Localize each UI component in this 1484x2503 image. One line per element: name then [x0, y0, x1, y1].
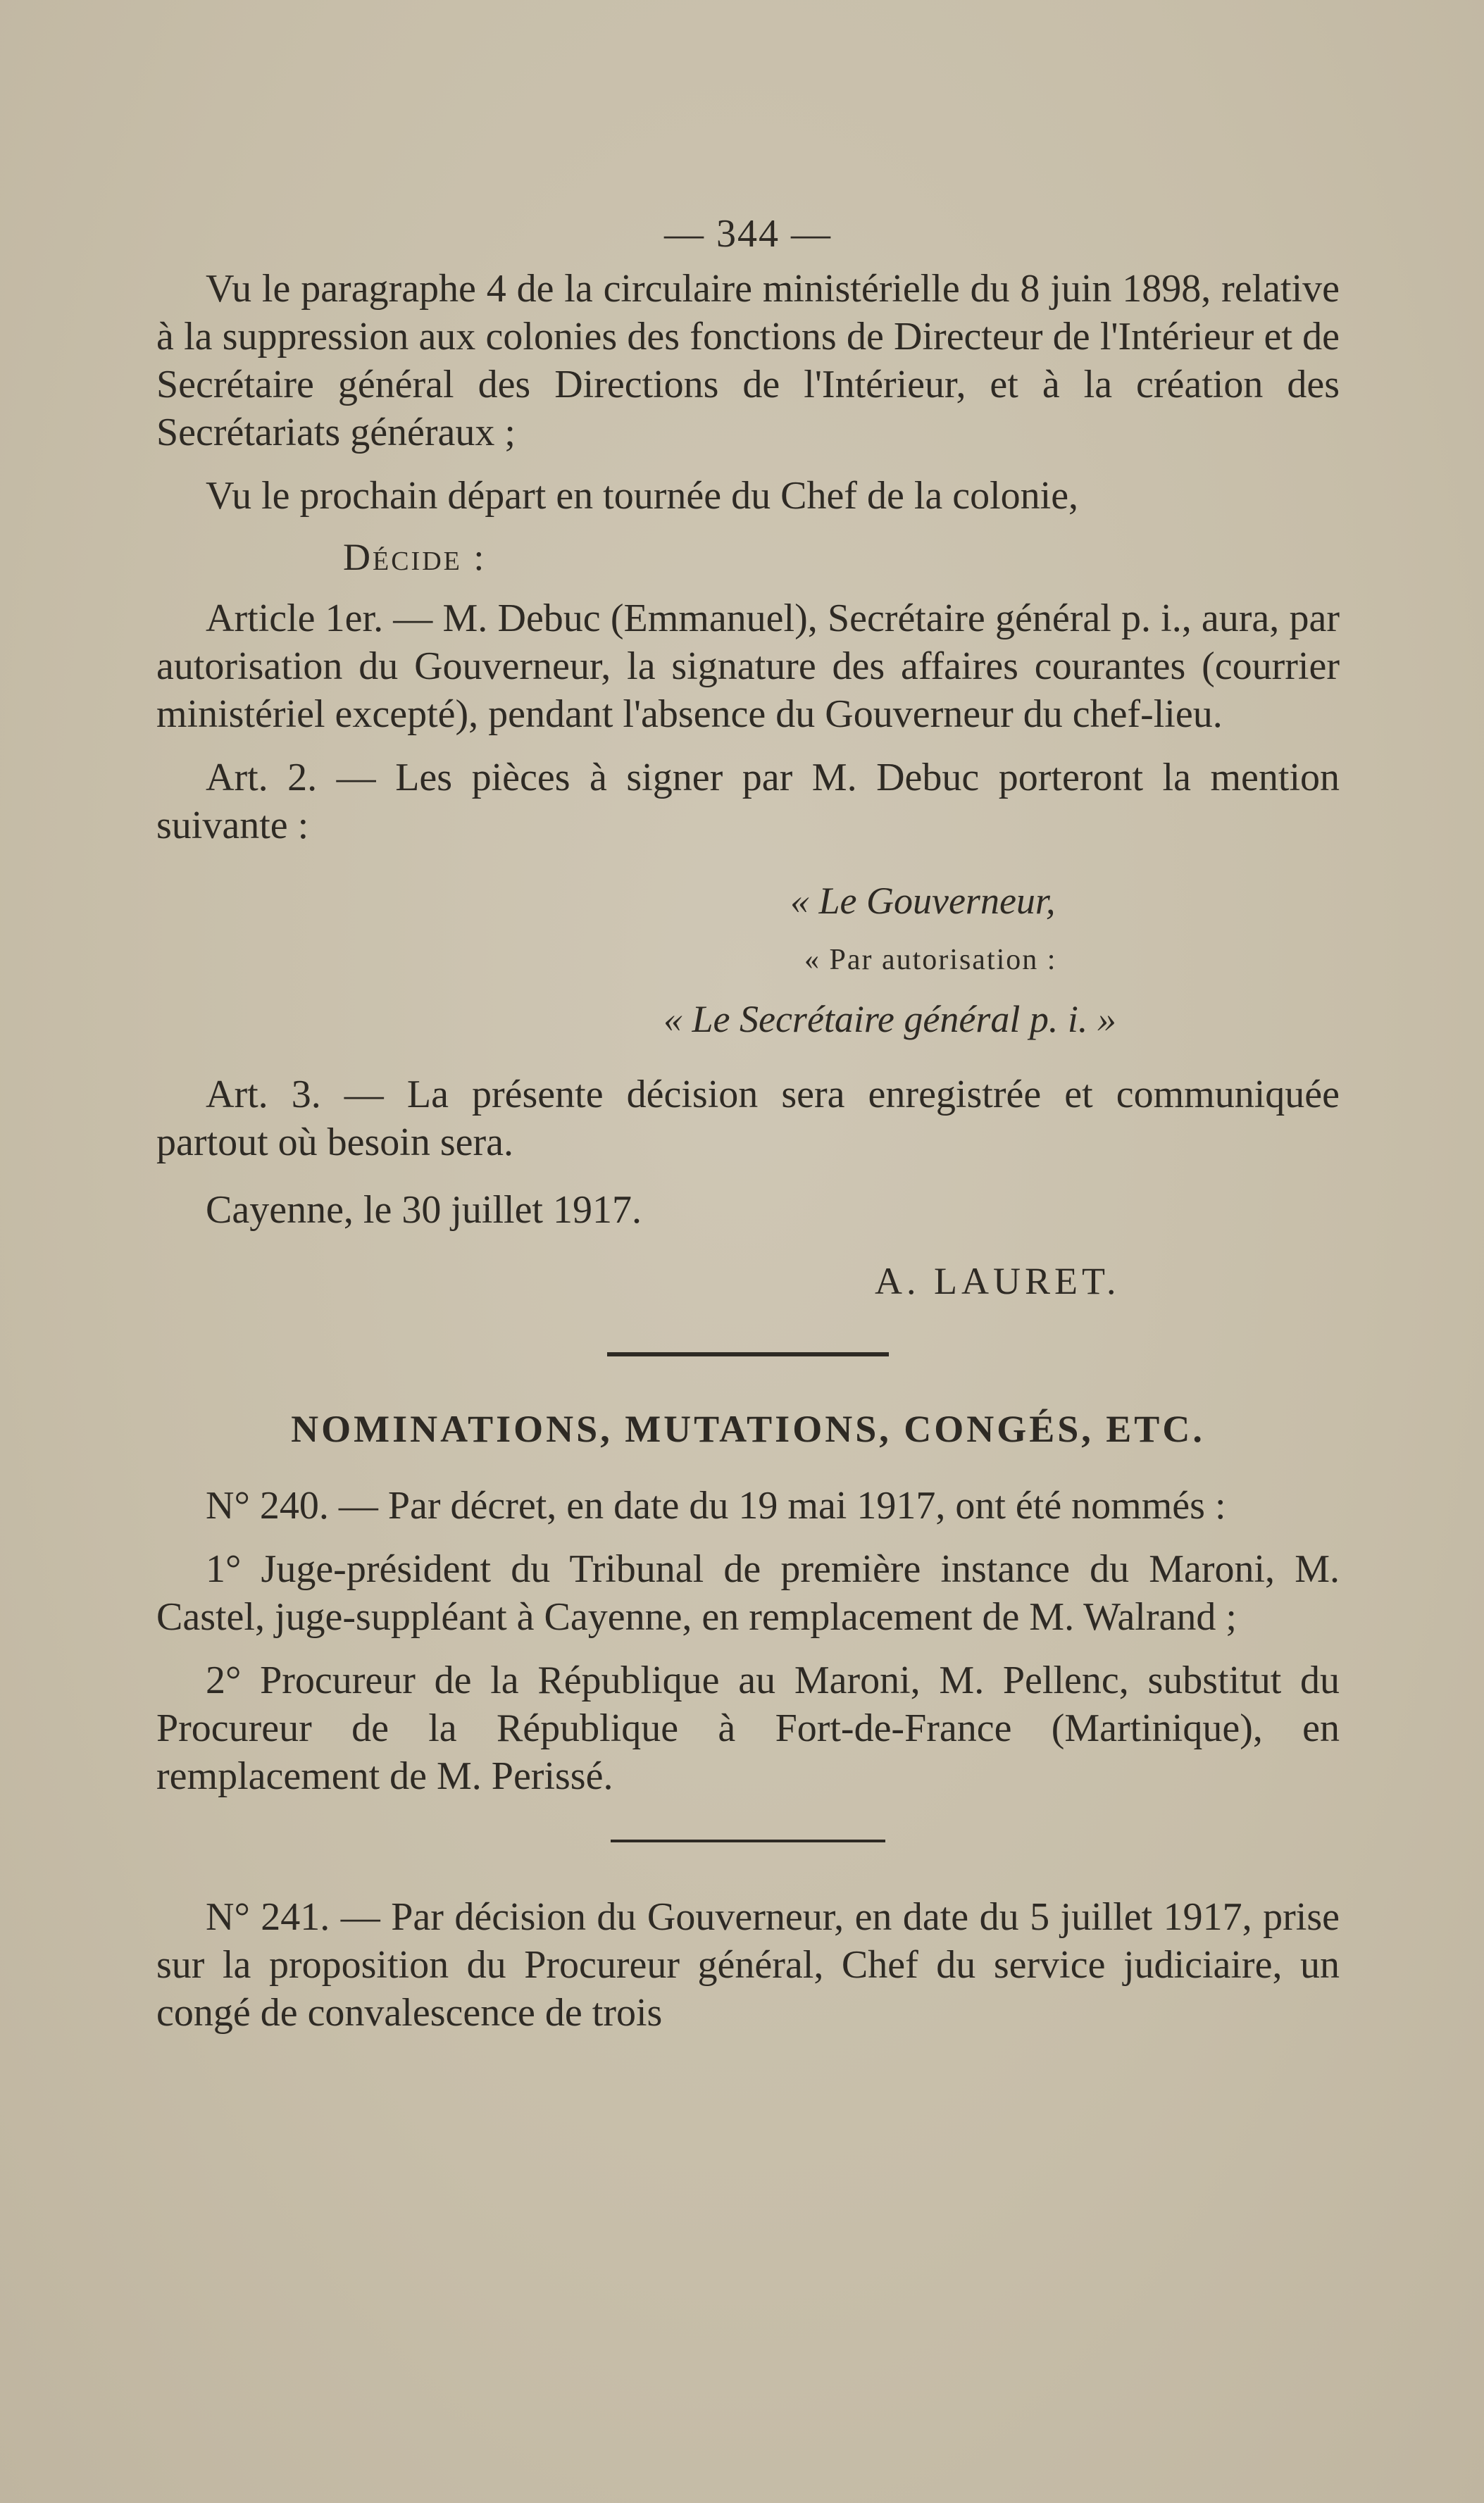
no-241: N° 241. — Par décision du Gouverneur, en date du 5 juillet 1917, prise sur la proposition du Procureur général, Chef du service judiciaire, un congé de convalescence de trois	[156, 1895, 1340, 2035]
no-240-item-1: 1° Juge-président du Tribunal de première instance du Maroni, M. Castel, juge-suppléant à Cayenne, en remplacement de M. Walrand ;	[156, 1547, 1340, 1639]
section-divider	[607, 1352, 889, 1356]
formula-line-3: « Le Secrétaire général p. i. »	[663, 998, 1116, 1040]
signature: A. LAURET.	[875, 1260, 1121, 1302]
paragraph-vu-circulaire: Vu le paragraphe 4 de la circulaire ministérielle du 8 juin 1898, relative à la suppression aux colonies des fonctions de Directeur de l'Intérieur et de Secrétaire général des Directions de l'Intérieur, et à la création des Secrétariats généraux ;	[156, 267, 1340, 454]
date-line: Cayenne, le 30 juillet 1917.	[206, 1188, 642, 1232]
entry-divider	[611, 1840, 885, 1842]
text-column	[156, 211, 1340, 2037]
article-3: Art. 3. — La présente décision sera enregistrée et communiquée partout où besoin sera.	[156, 1073, 1340, 1164]
article-2: Art. 2. — Les pièces à signer par M. Debuc porteront la mention suivante :	[156, 756, 1340, 847]
no-240-item-2: 2° Procureur de la République au Maroni, M. Pellenc, substitut du Procureur de la République à Fort-de-France (Martinique), en remplacement de M. Perissé.	[156, 1659, 1340, 1798]
formula-line-2: « Par autorisation :	[804, 944, 1057, 976]
article-1: Article 1er. — M. Debuc (Emmanuel), Secrétaire général p. i., aura, par autorisation du Gouverneur, la signature des affaires courantes (courrier ministériel excepté), pendant l'absence du Gouverneur du chef-lieu.	[156, 597, 1340, 736]
decide-label: Décide :	[343, 536, 487, 578]
page-number: — 344 —	[664, 212, 832, 256]
no-240-intro: N° 240. — Par décret, en date du 19 mai 1917, ont été nommés :	[206, 1484, 1226, 1528]
formula-line-1: « Le Gouverneur,	[790, 880, 1056, 922]
paragraph-vu-depart: Vu le prochain départ en tournée du Chef de la colonie,	[206, 474, 1079, 518]
section-heading: NOMINATIONS, MUTATIONS, CONGÉS, ETC.	[291, 1408, 1205, 1450]
